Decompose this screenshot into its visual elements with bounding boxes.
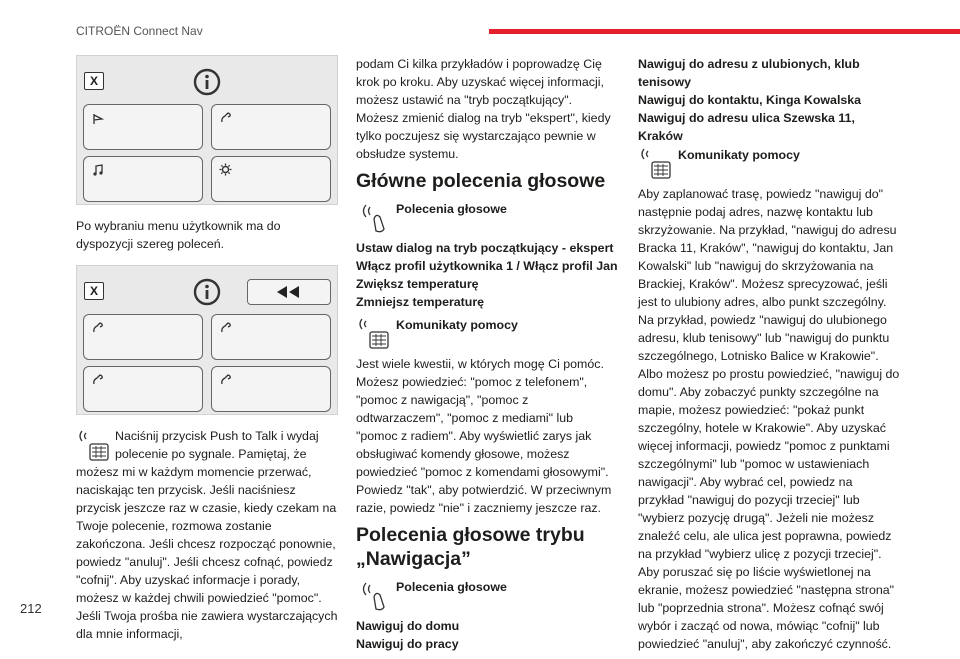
music-note-icon <box>92 164 104 176</box>
voice-commands-notice <box>356 199 618 235</box>
help-messages-notice <box>356 315 618 351</box>
header-title: CITROËN Connect Nav <box>76 24 203 38</box>
commands-list <box>356 239 618 311</box>
nav-button[interactable] <box>83 104 203 150</box>
option-button-4[interactable] <box>211 366 331 412</box>
help-message-icon <box>356 315 392 351</box>
voice-menu-screen-figure-2 <box>76 265 338 415</box>
info-circle-icon <box>192 67 222 97</box>
command-item: Nawiguj do adresu ulica Szewska 11, Kraków <box>638 111 855 143</box>
voice-command-icon <box>356 577 392 613</box>
voice-commands-label: Polecenia głosowe <box>396 580 507 594</box>
flag-icon <box>92 113 104 125</box>
help-messages-notice <box>638 145 900 181</box>
command-item: Zmniejsz temperaturę <box>356 295 485 309</box>
rewind-icon <box>275 285 301 299</box>
voice-commands-label: Polecenia głosowe <box>396 202 507 216</box>
help-messages-label: Komunikaty pomocy <box>396 318 518 332</box>
section-heading-navigation: Polecenia głosowe trybu „Nawigacja” <box>356 524 585 570</box>
push-to-talk-icon <box>76 427 112 463</box>
command-item: Nawiguj do adresu z ulubionych, klub tenisowy <box>638 57 860 89</box>
command-item: Ustaw dialog na tryb początkujący - ekspert <box>356 241 614 255</box>
nav-commands-list <box>356 617 618 653</box>
command-item: Włącz profil użytkownika 1 / Włącz profil Jan <box>356 259 618 273</box>
settings-button[interactable] <box>211 156 331 202</box>
column-3 <box>638 55 900 659</box>
voice-menu-screen-figure-1 <box>76 55 338 205</box>
media-button[interactable] <box>83 156 203 202</box>
info-circle-icon <box>192 277 222 307</box>
phone-icon <box>92 374 104 386</box>
header-accent-bar <box>489 29 960 34</box>
push-to-talk-text-first: Naciśnij przycisk Push to Talk i wydaj polecenie po sygnale. Pamiętaj, że <box>115 429 319 461</box>
voice-commands-notice-nav <box>356 577 618 613</box>
command-item: Zwiększ temperaturę <box>356 277 479 291</box>
command-item: Nawiguj do pracy <box>356 637 459 651</box>
command-item: Nawiguj do domu <box>356 619 460 633</box>
phone-icon <box>220 374 232 386</box>
section-heading-main: Główne polecenia głosowe <box>356 170 606 192</box>
phone-button[interactable] <box>211 104 331 150</box>
intro-text: Po wybraniu menu użytkownik ma do dyspozycji szereg poleceń. <box>76 219 281 251</box>
continued-text: podam Ci kilka przykładów i poprowadzę Cię krok po kroku. Aby uzyskać więcej informacji, możesz ustawić na "tryb początkujący". Możesz zmienić dialog na tryb "ekspert", kiedy tylko poczujesz się wystarczająco pewnie w obsłudze systemu. <box>356 57 611 161</box>
phone-icon <box>92 322 104 334</box>
phone-icon <box>220 112 232 124</box>
phone-icon <box>220 322 232 334</box>
option-button-2[interactable] <box>211 314 331 360</box>
nav-commands-list-cont <box>638 55 900 145</box>
gear-icon <box>219 163 232 176</box>
page-number: 212 <box>20 601 42 616</box>
x-box-icon: X <box>84 72 104 90</box>
command-item: Nawiguj do kontaktu, Kinga Kowalska <box>638 93 862 107</box>
help-messages-label: Komunikaty pomocy <box>678 148 800 162</box>
nav-help-text: Aby zaplanować trasę, powiedz "nawiguj do" następnie podaj adres, nazwę kontaktu lub skrzyżowanie. Na przykład, "nawiguj do adresu Bracka 11, Kraków", "nawiguj do kontaktu, Jan Kowalski" lub "nawiguj do skrzyżowania na Brackiej, Kraków". Możesz sprecyzować, jeśli jest to ulubiony adres, albo punkt szczególny. Na przykład, powiedz "nawiguj do ulubionego adresu, klub tenisowy" lub "nawiguj do punktu szczególnego, Lotnisko Balice w Krakowie". Albo możesz po prostu powiedzieć, "nawiguj do domu". Aby zobaczyć punkty szczególne na mapie, możesz powiedzieć: "pokaż punkt szczególny, hotele w Krakowie". Aby uzyskać więcej informacji, powiedz "pomoc z punktami szczególnymi" lub "pomoc w ustawieniach nawigacji". Aby wybrać cel, powiedz na przykład "nawiguj do pozycji trzeciej" lub "wybierz pozycję drugą". Jeżeli nie możesz znaleźć celu, ale ulica jest poprawna, powiedz na przykład "wybierz ulicę z pozycji trzeciej". Aby poruszać się po liście wyświetlonej na ekranie, możesz powiedzieć "następna strona" lub "poprzednia strona". Możesz cofnąć swój wybór i zacząć od nowa, mówiąc "cofnij" lub powiedzieć "anuluj", aby zakończyć czynność. <box>638 187 900 651</box>
voice-command-icon <box>356 199 392 235</box>
x-box-icon: X <box>84 282 104 300</box>
column-2 <box>356 55 618 653</box>
rewind-button[interactable] <box>247 279 331 305</box>
option-button-1[interactable] <box>83 314 203 360</box>
push-to-talk-notice <box>76 427 338 463</box>
option-button-3[interactable] <box>83 366 203 412</box>
push-to-talk-text: możesz mi w każdym momencie przerwać, naciskając ten przycisk. Jeśli naciśniesz przycisk jeszcze raz w czasie, kiedy czekam na Twoje polecenie, rozmowa zostanie zakończona. Jeśli chcesz rozpocząć ponownie, powiedz "anuluj". Jeśli chcesz cofnąć, powiedz "cofnij". Aby uzyskać informacje i porady, możesz w każdej chwili powiedzieć "pomoc". Jeśli Twoja prośba nie zawiera wystarczających dla mnie informacji, <box>76 465 338 641</box>
column-1 <box>76 55 338 649</box>
help-message-icon <box>638 145 674 181</box>
help-text: Jest wiele kwestii, w których mogę Ci pomóc. Możesz powiedzieć: "pomoc z telefonem", "pomoc z nawigacją", "pomoc z odtwarzaczem", "pomoc z mediami" lub "pomoc z radiem". Aby wyświetlić zarys jak obsługiwać komendy głosowe, możesz powiedzieć "pomoc z komendami głosowymi". Powiedz "tak", aby potwierdzić. W przeciwnym razie, powiedz "nie" i zaczniemy jeszcze raz. <box>356 357 612 515</box>
